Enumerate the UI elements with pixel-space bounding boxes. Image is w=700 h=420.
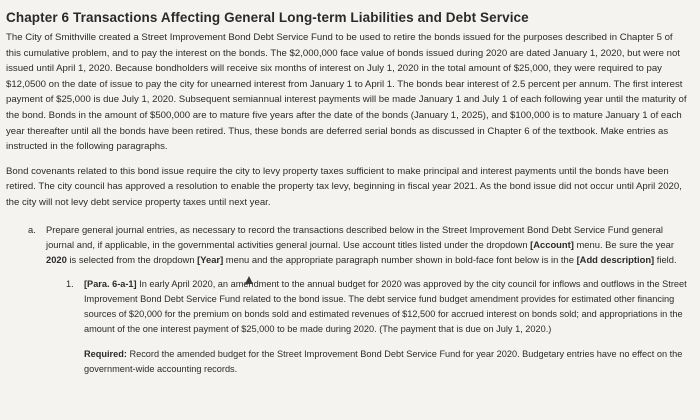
- item-a-text-part: is selected from the dropdown: [66, 253, 198, 265]
- item-a-text-part: Prepare general journal entries, as necessary to record the transactions described below in the Street Improvement Bond Debt Service Fund general journal and, if applicable, in the governmental activities general journal. Use account titles listed under the dropdown: [46, 223, 664, 250]
- item-1-label: 1.: [66, 279, 74, 290]
- instruction-item-1: [6, 277, 690, 337]
- chapter-title: Chapter 6 Transactions Affecting General Long-term Liabilities and Debt Service: [6, 10, 529, 25]
- add-description-keyword: [Add description]: [576, 253, 655, 265]
- year-keyword: [Year]: [197, 253, 224, 265]
- required-text: Record the amended budget for the Street Improvement Bond Debt Service Fund for year 2020. Budgetary entries have no effect on the government-wide accounting records.: [84, 349, 683, 375]
- mouse-cursor-icon: [245, 276, 253, 284]
- item-1-body: In early April 2020, an amendment to the annual budget for 2020 was approved by the city council for inflows and outflows in the Street Improvement Bond Debt Service Fund related to the bond issue. The debt service fund budget amendment provides for estimated other financing sources of $20,000 for the premium on bonds sold and estimated revenues of $12,500 for accrued interest on bonds sold; and appropriations in the amount of the one interest payment of $25,000 to be made during 2020. (The payment that is due on July 1, 2020.): [84, 279, 687, 335]
- paragraph-ref: [Para. 6-a-1]: [84, 279, 137, 290]
- required-section: [6, 347, 690, 377]
- item-a-text-part: menu. Be sure the year: [573, 238, 674, 250]
- account-keyword: [Account]: [530, 238, 574, 250]
- year-value-keyword: 2020: [46, 253, 67, 265]
- item-a-text: [46, 222, 690, 268]
- item-a-text-part: field.: [654, 253, 677, 265]
- item-a-text-part: menu and the appropriate paragraph number shown in bold-face font below is in the: [223, 253, 577, 265]
- item-a-label: a.: [28, 223, 36, 235]
- bond-covenants-paragraph: Bond covenants related to this bond issue require the city to levy property taxes sufficient to make principal and interest payments until the bonds have been retired. The city council has approved a resolution to enable the property tax levy, beginning in fiscal year 2021. As the bond issue did not occur until April 2020, the city will not levy debt service property taxes until next year.: [6, 165, 682, 208]
- required-label: Required:: [84, 349, 127, 360]
- item-1-text: [84, 277, 690, 337]
- instruction-item-a: [6, 222, 690, 268]
- intro-paragraph: The City of Smithville created a Street Improvement Bond Debt Service Fund to be used to retire the bonds issued for the purposes described in Chapter 5 of this cumulative problem, and to pay the interest on the bonds. The $2,000,000 face value of bonds issued during 2020 are dated January 1, 2020, but were not issued until April 1, 2020. Because bondholders will receive six months of interest on July 1, 2020 in the total amount of $25,000, they were required to pay $12,0500 on the date of issue to pay the city for unearned interest from January 1 to April 1. The bonds bear interest of 2.5 percent per annum. The first interest payment of $25,000 is due July 1, 2020. Subsequent semiannual interest payments will be made January 1 and July 1 of each following year until the maturity of the bond. Bonds in the amount of $500,000 are to mature five years after the date of the bonds (January 1, 2025), and $100,000 is to mature January 1 of each year thereafter until all the bonds have been retired. Thus, these bonds are deferred serial bonds as discussed in Chapter 6 of the textbook. Make entries as instructed in the following paragraphs.: [6, 32, 687, 153]
